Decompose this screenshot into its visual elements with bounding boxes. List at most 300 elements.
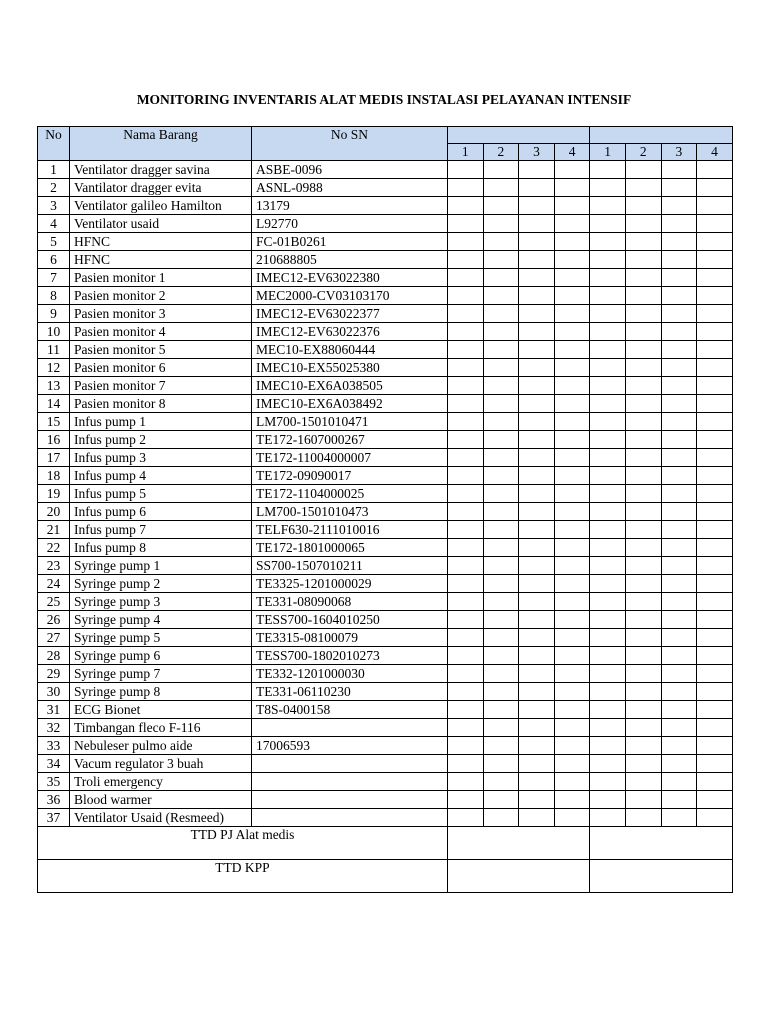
- check-cell[interactable]: [590, 647, 626, 665]
- check-cell[interactable]: [590, 161, 626, 179]
- check-cell[interactable]: [661, 179, 697, 197]
- check-cell[interactable]: [554, 557, 590, 575]
- check-cell[interactable]: [519, 503, 555, 521]
- check-cell[interactable]: [625, 467, 661, 485]
- check-cell[interactable]: [554, 611, 590, 629]
- check-cell[interactable]: [590, 719, 626, 737]
- check-cell[interactable]: [554, 647, 590, 665]
- check-cell[interactable]: [554, 485, 590, 503]
- check-cell[interactable]: [661, 719, 697, 737]
- check-cell[interactable]: [448, 233, 484, 251]
- check-cell[interactable]: [625, 701, 661, 719]
- check-cell[interactable]: [625, 449, 661, 467]
- check-cell[interactable]: [625, 341, 661, 359]
- check-cell[interactable]: [590, 611, 626, 629]
- check-cell[interactable]: [519, 683, 555, 701]
- check-cell[interactable]: [697, 647, 733, 665]
- check-cell[interactable]: [697, 665, 733, 683]
- check-cell[interactable]: [483, 593, 519, 611]
- check-cell[interactable]: [519, 611, 555, 629]
- check-cell[interactable]: [661, 215, 697, 233]
- check-cell[interactable]: [554, 593, 590, 611]
- check-cell[interactable]: [697, 737, 733, 755]
- check-cell[interactable]: [483, 719, 519, 737]
- check-cell[interactable]: [519, 791, 555, 809]
- check-cell[interactable]: [661, 251, 697, 269]
- check-cell[interactable]: [697, 485, 733, 503]
- check-cell[interactable]: [697, 701, 733, 719]
- check-cell[interactable]: [625, 413, 661, 431]
- check-cell[interactable]: [590, 305, 626, 323]
- check-cell[interactable]: [554, 539, 590, 557]
- check-cell[interactable]: [697, 809, 733, 827]
- check-cell[interactable]: [661, 413, 697, 431]
- check-cell[interactable]: [448, 161, 484, 179]
- check-cell[interactable]: [519, 233, 555, 251]
- check-cell[interactable]: [448, 557, 484, 575]
- check-cell[interactable]: [483, 755, 519, 773]
- check-cell[interactable]: [625, 503, 661, 521]
- check-cell[interactable]: [519, 737, 555, 755]
- check-cell[interactable]: [519, 251, 555, 269]
- check-cell[interactable]: [483, 683, 519, 701]
- check-cell[interactable]: [661, 485, 697, 503]
- check-cell[interactable]: [554, 287, 590, 305]
- check-cell[interactable]: [590, 593, 626, 611]
- check-cell[interactable]: [519, 359, 555, 377]
- check-cell[interactable]: [625, 179, 661, 197]
- check-cell[interactable]: [625, 629, 661, 647]
- check-cell[interactable]: [448, 665, 484, 683]
- check-cell[interactable]: [697, 197, 733, 215]
- check-cell[interactable]: [590, 773, 626, 791]
- check-cell[interactable]: [448, 305, 484, 323]
- check-cell[interactable]: [697, 755, 733, 773]
- check-cell[interactable]: [590, 557, 626, 575]
- check-cell[interactable]: [483, 197, 519, 215]
- check-cell[interactable]: [625, 377, 661, 395]
- check-cell[interactable]: [519, 575, 555, 593]
- check-cell[interactable]: [519, 215, 555, 233]
- check-cell[interactable]: [483, 611, 519, 629]
- check-cell[interactable]: [590, 323, 626, 341]
- check-cell[interactable]: [661, 557, 697, 575]
- check-cell[interactable]: [519, 377, 555, 395]
- check-cell[interactable]: [554, 395, 590, 413]
- check-cell[interactable]: [625, 719, 661, 737]
- check-cell[interactable]: [483, 485, 519, 503]
- check-cell[interactable]: [448, 791, 484, 809]
- check-cell[interactable]: [519, 161, 555, 179]
- check-cell[interactable]: [697, 773, 733, 791]
- check-cell[interactable]: [590, 449, 626, 467]
- check-cell[interactable]: [661, 377, 697, 395]
- check-cell[interactable]: [661, 647, 697, 665]
- check-cell[interactable]: [697, 269, 733, 287]
- check-cell[interactable]: [554, 179, 590, 197]
- check-cell[interactable]: [554, 737, 590, 755]
- check-cell[interactable]: [590, 377, 626, 395]
- check-cell[interactable]: [448, 773, 484, 791]
- check-cell[interactable]: [519, 395, 555, 413]
- check-cell[interactable]: [661, 701, 697, 719]
- check-cell[interactable]: [661, 395, 697, 413]
- check-cell[interactable]: [554, 449, 590, 467]
- check-cell[interactable]: [554, 413, 590, 431]
- check-cell[interactable]: [625, 773, 661, 791]
- check-cell[interactable]: [661, 809, 697, 827]
- check-cell[interactable]: [554, 521, 590, 539]
- check-cell[interactable]: [483, 521, 519, 539]
- check-cell[interactable]: [448, 611, 484, 629]
- check-cell[interactable]: [554, 161, 590, 179]
- check-cell[interactable]: [661, 305, 697, 323]
- check-cell[interactable]: [590, 503, 626, 521]
- check-cell[interactable]: [483, 539, 519, 557]
- check-cell[interactable]: [448, 521, 484, 539]
- check-cell[interactable]: [519, 647, 555, 665]
- check-cell[interactable]: [590, 755, 626, 773]
- check-cell[interactable]: [590, 179, 626, 197]
- check-cell[interactable]: [697, 395, 733, 413]
- check-cell[interactable]: [483, 341, 519, 359]
- check-cell[interactable]: [697, 413, 733, 431]
- check-cell[interactable]: [625, 539, 661, 557]
- check-cell[interactable]: [661, 161, 697, 179]
- check-cell[interactable]: [625, 521, 661, 539]
- check-cell[interactable]: [625, 575, 661, 593]
- check-cell[interactable]: [661, 269, 697, 287]
- check-cell[interactable]: [590, 539, 626, 557]
- check-cell[interactable]: [519, 467, 555, 485]
- check-cell[interactable]: [625, 557, 661, 575]
- check-cell[interactable]: [448, 467, 484, 485]
- check-cell[interactable]: [697, 233, 733, 251]
- check-cell[interactable]: [519, 719, 555, 737]
- check-cell[interactable]: [448, 197, 484, 215]
- check-cell[interactable]: [625, 269, 661, 287]
- check-cell[interactable]: [483, 701, 519, 719]
- check-cell[interactable]: [483, 377, 519, 395]
- check-cell[interactable]: [519, 593, 555, 611]
- check-cell[interactable]: [554, 719, 590, 737]
- check-cell[interactable]: [661, 737, 697, 755]
- check-cell[interactable]: [448, 215, 484, 233]
- signature-box[interactable]: [448, 827, 590, 860]
- check-cell[interactable]: [448, 809, 484, 827]
- check-cell[interactable]: [590, 287, 626, 305]
- check-cell[interactable]: [448, 395, 484, 413]
- check-cell[interactable]: [483, 629, 519, 647]
- check-cell[interactable]: [483, 503, 519, 521]
- check-cell[interactable]: [519, 287, 555, 305]
- check-cell[interactable]: [697, 179, 733, 197]
- check-cell[interactable]: [519, 809, 555, 827]
- check-cell[interactable]: [483, 323, 519, 341]
- check-cell[interactable]: [554, 467, 590, 485]
- check-cell[interactable]: [661, 503, 697, 521]
- check-cell[interactable]: [590, 233, 626, 251]
- check-cell[interactable]: [448, 179, 484, 197]
- check-cell[interactable]: [483, 791, 519, 809]
- check-cell[interactable]: [625, 161, 661, 179]
- check-cell[interactable]: [697, 791, 733, 809]
- check-cell[interactable]: [697, 467, 733, 485]
- check-cell[interactable]: [590, 629, 626, 647]
- check-cell[interactable]: [661, 773, 697, 791]
- check-cell[interactable]: [625, 395, 661, 413]
- check-cell[interactable]: [448, 323, 484, 341]
- check-cell[interactable]: [625, 647, 661, 665]
- check-cell[interactable]: [448, 737, 484, 755]
- check-cell[interactable]: [661, 521, 697, 539]
- check-cell[interactable]: [554, 575, 590, 593]
- check-cell[interactable]: [483, 665, 519, 683]
- check-cell[interactable]: [519, 773, 555, 791]
- check-cell[interactable]: [590, 215, 626, 233]
- check-cell[interactable]: [483, 449, 519, 467]
- check-cell[interactable]: [519, 341, 555, 359]
- check-cell[interactable]: [483, 215, 519, 233]
- check-cell[interactable]: [625, 737, 661, 755]
- check-cell[interactable]: [448, 251, 484, 269]
- check-cell[interactable]: [519, 323, 555, 341]
- check-cell[interactable]: [519, 269, 555, 287]
- check-cell[interactable]: [519, 485, 555, 503]
- check-cell[interactable]: [519, 449, 555, 467]
- check-cell[interactable]: [483, 269, 519, 287]
- check-cell[interactable]: [448, 287, 484, 305]
- check-cell[interactable]: [661, 323, 697, 341]
- check-cell[interactable]: [448, 449, 484, 467]
- check-cell[interactable]: [625, 251, 661, 269]
- check-cell[interactable]: [661, 341, 697, 359]
- check-cell[interactable]: [483, 773, 519, 791]
- check-cell[interactable]: [590, 341, 626, 359]
- check-cell[interactable]: [590, 575, 626, 593]
- check-cell[interactable]: [554, 233, 590, 251]
- check-cell[interactable]: [554, 431, 590, 449]
- check-cell[interactable]: [590, 251, 626, 269]
- check-cell[interactable]: [590, 665, 626, 683]
- check-cell[interactable]: [697, 359, 733, 377]
- check-cell[interactable]: [697, 521, 733, 539]
- check-cell[interactable]: [448, 539, 484, 557]
- signature-box[interactable]: [590, 860, 732, 893]
- check-cell[interactable]: [590, 431, 626, 449]
- check-cell[interactable]: [519, 305, 555, 323]
- check-cell[interactable]: [448, 377, 484, 395]
- check-cell[interactable]: [554, 251, 590, 269]
- check-cell[interactable]: [625, 611, 661, 629]
- check-cell[interactable]: [483, 431, 519, 449]
- check-cell[interactable]: [448, 431, 484, 449]
- check-cell[interactable]: [448, 575, 484, 593]
- check-cell[interactable]: [554, 665, 590, 683]
- check-cell[interactable]: [661, 431, 697, 449]
- check-cell[interactable]: [483, 413, 519, 431]
- check-cell[interactable]: [661, 467, 697, 485]
- check-cell[interactable]: [590, 359, 626, 377]
- check-cell[interactable]: [519, 179, 555, 197]
- check-cell[interactable]: [519, 629, 555, 647]
- check-cell[interactable]: [697, 503, 733, 521]
- check-cell[interactable]: [590, 269, 626, 287]
- check-cell[interactable]: [661, 611, 697, 629]
- check-cell[interactable]: [590, 809, 626, 827]
- check-cell[interactable]: [697, 629, 733, 647]
- check-cell[interactable]: [519, 665, 555, 683]
- check-cell[interactable]: [661, 665, 697, 683]
- check-cell[interactable]: [625, 809, 661, 827]
- check-cell[interactable]: [625, 215, 661, 233]
- check-cell[interactable]: [483, 161, 519, 179]
- check-cell[interactable]: [483, 287, 519, 305]
- check-cell[interactable]: [697, 377, 733, 395]
- signature-box[interactable]: [448, 860, 590, 893]
- check-cell[interactable]: [625, 323, 661, 341]
- check-cell[interactable]: [483, 737, 519, 755]
- check-cell[interactable]: [625, 755, 661, 773]
- check-cell[interactable]: [483, 809, 519, 827]
- check-cell[interactable]: [590, 485, 626, 503]
- check-cell[interactable]: [697, 539, 733, 557]
- check-cell[interactable]: [590, 467, 626, 485]
- check-cell[interactable]: [590, 791, 626, 809]
- check-cell[interactable]: [661, 287, 697, 305]
- check-cell[interactable]: [697, 161, 733, 179]
- check-cell[interactable]: [448, 341, 484, 359]
- check-cell[interactable]: [625, 791, 661, 809]
- check-cell[interactable]: [448, 269, 484, 287]
- check-cell[interactable]: [554, 791, 590, 809]
- check-cell[interactable]: [519, 197, 555, 215]
- check-cell[interactable]: [661, 683, 697, 701]
- check-cell[interactable]: [625, 233, 661, 251]
- check-cell[interactable]: [697, 575, 733, 593]
- check-cell[interactable]: [554, 503, 590, 521]
- check-cell[interactable]: [554, 215, 590, 233]
- check-cell[interactable]: [697, 341, 733, 359]
- check-cell[interactable]: [661, 449, 697, 467]
- check-cell[interactable]: [590, 413, 626, 431]
- check-cell[interactable]: [519, 755, 555, 773]
- check-cell[interactable]: [483, 647, 519, 665]
- check-cell[interactable]: [554, 809, 590, 827]
- check-cell[interactable]: [554, 683, 590, 701]
- check-cell[interactable]: [661, 575, 697, 593]
- check-cell[interactable]: [661, 539, 697, 557]
- check-cell[interactable]: [590, 683, 626, 701]
- check-cell[interactable]: [448, 683, 484, 701]
- check-cell[interactable]: [697, 683, 733, 701]
- check-cell[interactable]: [519, 557, 555, 575]
- check-cell[interactable]: [554, 197, 590, 215]
- check-cell[interactable]: [483, 251, 519, 269]
- check-cell[interactable]: [661, 791, 697, 809]
- check-cell[interactable]: [448, 359, 484, 377]
- check-cell[interactable]: [483, 179, 519, 197]
- check-cell[interactable]: [554, 269, 590, 287]
- check-cell[interactable]: [661, 359, 697, 377]
- check-cell[interactable]: [661, 197, 697, 215]
- check-cell[interactable]: [448, 413, 484, 431]
- check-cell[interactable]: [519, 431, 555, 449]
- check-cell[interactable]: [554, 629, 590, 647]
- check-cell[interactable]: [554, 359, 590, 377]
- check-cell[interactable]: [661, 593, 697, 611]
- check-cell[interactable]: [590, 737, 626, 755]
- check-cell[interactable]: [625, 431, 661, 449]
- check-cell[interactable]: [448, 719, 484, 737]
- check-cell[interactable]: [448, 503, 484, 521]
- check-cell[interactable]: [625, 305, 661, 323]
- check-cell[interactable]: [625, 485, 661, 503]
- check-cell[interactable]: [661, 233, 697, 251]
- check-cell[interactable]: [625, 593, 661, 611]
- check-cell[interactable]: [697, 611, 733, 629]
- check-cell[interactable]: [590, 395, 626, 413]
- check-cell[interactable]: [661, 629, 697, 647]
- check-cell[interactable]: [697, 593, 733, 611]
- check-cell[interactable]: [483, 233, 519, 251]
- check-cell[interactable]: [590, 521, 626, 539]
- check-cell[interactable]: [625, 197, 661, 215]
- check-cell[interactable]: [483, 557, 519, 575]
- check-cell[interactable]: [519, 701, 555, 719]
- check-cell[interactable]: [448, 701, 484, 719]
- check-cell[interactable]: [448, 485, 484, 503]
- check-cell[interactable]: [554, 305, 590, 323]
- check-cell[interactable]: [697, 251, 733, 269]
- check-cell[interactable]: [697, 719, 733, 737]
- check-cell[interactable]: [697, 431, 733, 449]
- check-cell[interactable]: [661, 755, 697, 773]
- check-cell[interactable]: [697, 449, 733, 467]
- check-cell[interactable]: [448, 593, 484, 611]
- check-cell[interactable]: [519, 521, 555, 539]
- check-cell[interactable]: [483, 359, 519, 377]
- check-cell[interactable]: [483, 467, 519, 485]
- check-cell[interactable]: [519, 539, 555, 557]
- check-cell[interactable]: [590, 701, 626, 719]
- check-cell[interactable]: [554, 323, 590, 341]
- check-cell[interactable]: [519, 413, 555, 431]
- check-cell[interactable]: [625, 359, 661, 377]
- check-cell[interactable]: [448, 755, 484, 773]
- check-cell[interactable]: [483, 305, 519, 323]
- check-cell[interactable]: [554, 377, 590, 395]
- signature-box[interactable]: [590, 827, 732, 860]
- check-cell[interactable]: [483, 395, 519, 413]
- check-cell[interactable]: [697, 323, 733, 341]
- check-cell[interactable]: [554, 341, 590, 359]
- check-cell[interactable]: [448, 629, 484, 647]
- check-cell[interactable]: [554, 701, 590, 719]
- check-cell[interactable]: [554, 755, 590, 773]
- check-cell[interactable]: [554, 773, 590, 791]
- check-cell[interactable]: [697, 305, 733, 323]
- check-cell[interactable]: [625, 287, 661, 305]
- check-cell[interactable]: [483, 575, 519, 593]
- check-cell[interactable]: [697, 557, 733, 575]
- check-cell[interactable]: [590, 197, 626, 215]
- check-cell[interactable]: [448, 647, 484, 665]
- check-cell[interactable]: [697, 215, 733, 233]
- check-cell[interactable]: [625, 683, 661, 701]
- check-cell[interactable]: [625, 665, 661, 683]
- check-cell[interactable]: [697, 287, 733, 305]
